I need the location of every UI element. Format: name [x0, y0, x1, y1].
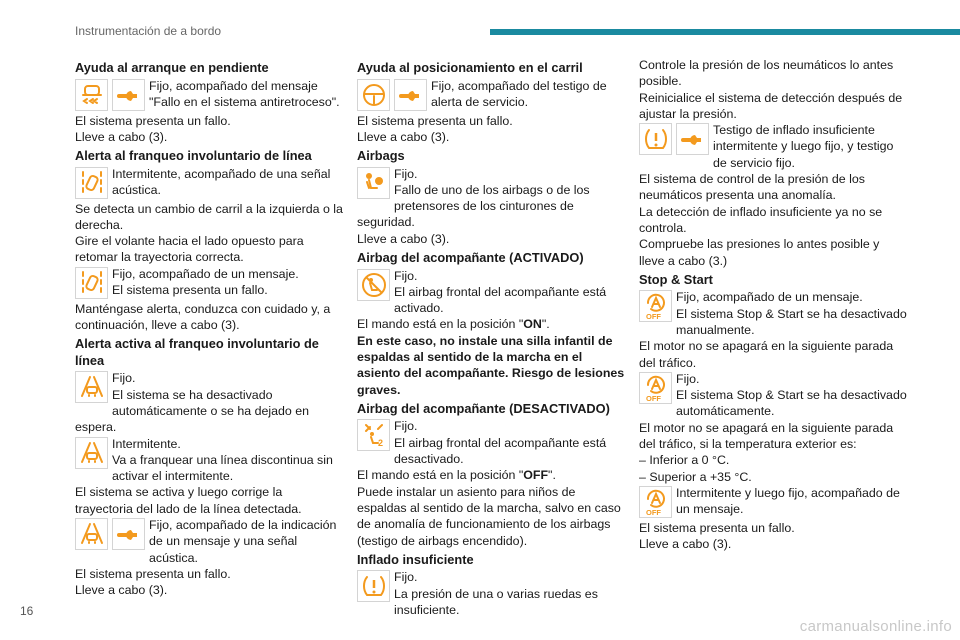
lane-departure-icon [75, 167, 108, 199]
wrench-icon [394, 79, 427, 111]
text: El mando está en la posición " [357, 468, 524, 483]
svg-text:OFF: OFF [645, 312, 661, 320]
paragraph [75, 129, 343, 145]
tyre-pressure-icon [639, 123, 672, 155]
paragraph [75, 566, 343, 582]
lane-keep-icon [75, 371, 108, 403]
paragraph [357, 113, 625, 129]
paragraph [357, 231, 625, 247]
paragraph [75, 436, 343, 485]
paragraph-text: Lleve a cabo (3). [75, 583, 168, 598]
paragraph-text: Gire el volante hacia el lado opuesto para retomar la trayectoria correcta. [75, 234, 304, 265]
svg-text:OFF: OFF [645, 393, 661, 401]
paragraph [639, 420, 907, 453]
page-number: 16 [20, 604, 34, 618]
paragraph [75, 233, 343, 266]
paragraph-text: El sistema presenta un fallo. [75, 113, 231, 128]
paragraph [639, 204, 907, 237]
svg-text:OFF: OFF [645, 507, 661, 515]
paragraph-text: Lleve a cabo (3). [639, 537, 732, 552]
paragraph [75, 113, 343, 129]
section-heading: Airbag del acompañante (ACTIVADO) [357, 250, 584, 266]
column-1 [75, 57, 343, 599]
paragraph [75, 78, 343, 111]
section-heading: Ayuda al arranque en pendiente [75, 60, 269, 75]
paragraph [639, 485, 907, 518]
section-header: Instrumentación de a bordo [75, 24, 222, 38]
paragraph-text: Testigo de inflado insuficiente intermitente y luego fijo, y testigo de servicio fijo. [713, 123, 894, 170]
bold-text: En este caso, no instale una silla infantil de espaldas al sentido de la marcha en el asiento del acompañante. Riesgo de lesiones graves. [357, 333, 625, 397]
stop-start-off-icon [639, 290, 672, 322]
paragraph-text: Puede instalar un asiento para niños de espaldas al sentido de la marcha, salvo en caso de anomalía de funcionamiento de los airbags (testigo de airbags encendido). [357, 484, 621, 548]
stop-start-off-icon [639, 486, 672, 518]
paragraph [75, 370, 343, 435]
wrench-icon [112, 79, 145, 111]
text: El mando está en la posición " [357, 317, 524, 332]
wrench-icon [676, 123, 709, 155]
header-accent-bar [490, 29, 960, 35]
section-heading: Ayuda al posicionamiento en el carril [357, 60, 583, 75]
wrench-icon [112, 518, 145, 550]
paragraph [357, 316, 625, 332]
paragraph [639, 520, 907, 536]
paragraph-text: Fijo. El airbag frontal del acompañante está desactivado. [394, 419, 607, 467]
paragraph [639, 338, 907, 371]
paragraph-text: El sistema presenta un fallo. [75, 566, 231, 581]
text: ". [541, 317, 550, 332]
paragraph [357, 268, 625, 317]
paragraph [639, 122, 907, 171]
lane-keep-icon [75, 518, 108, 550]
paragraph-text: El motor no se apagará en la siguiente parada del tráfico. [639, 339, 894, 370]
paragraph-text: – Inferior a 0 °C. [639, 453, 730, 468]
paragraph-text: Intermitente y luego fijo, acompañado de un mensaje. [676, 485, 900, 517]
paragraph [357, 78, 625, 111]
paragraph-text: Se detecta un cambio de carril a la izquierda o la derecha. [75, 201, 343, 232]
paragraph [75, 266, 343, 299]
stop-start-off-icon [639, 372, 672, 404]
paragraph [357, 129, 625, 145]
paragraph-text: Lleve a cabo (3). [357, 129, 450, 144]
paragraph-text: El sistema presenta un fallo. [357, 113, 513, 128]
column-3 [639, 57, 907, 553]
section-heading: Inflado insuficiente [357, 551, 474, 567]
paragraph [639, 236, 907, 269]
paragraph-text: Fijo, acompañado del mensaje "Fallo en el sistema antiretroceso". [149, 78, 340, 109]
paragraph-text: El motor no se apagará en la siguiente parada del tráfico, si la temperatura exterior es: [639, 420, 894, 452]
steering-wheel-icon [357, 79, 390, 111]
paragraph [639, 57, 907, 90]
bold-text: OFF [523, 468, 549, 483]
paragraph-text: Compruebe las presiones lo antes posible y lleve a cabo (3.) [639, 237, 880, 268]
watermark: carmanualsonline.info [799, 618, 952, 635]
paragraph [75, 301, 343, 334]
paragraph-text: Lleve a cabo (3). [75, 129, 168, 144]
paragraph [75, 484, 343, 517]
paragraph-text: Fijo. El sistema Stop & Start se ha desactivado automáticamente. [676, 371, 907, 419]
tyre-pressure-icon [357, 570, 390, 602]
paragraph-text: El sistema se activa y luego corrige la trayectoria del lado de la línea detectada. [75, 485, 302, 516]
paragraph-text: Fijo. La presión de una o varias ruedas es insuficiente. [394, 570, 598, 617]
paragraph [357, 484, 625, 549]
section-heading: Airbags [357, 148, 405, 164]
paragraph [639, 452, 907, 468]
paragraph-text: Fijo. Fallo de uno de los airbags o de los pretensores de los cinturones de seguridad. [357, 166, 590, 230]
airbag-passenger-off-icon [357, 419, 390, 451]
section-heading: Stop & Start [639, 271, 713, 287]
paragraph [357, 467, 625, 483]
paragraph-text: Intermitente. Va a franquear una línea discontinua sin activar el intermitente. [112, 436, 333, 484]
lane-keep-icon [75, 437, 108, 469]
paragraph-text: – Superior a +35 °C. [639, 469, 752, 484]
paragraph [357, 166, 625, 231]
hill-assist-icon [75, 79, 108, 111]
airbag-passenger-on-icon [357, 269, 390, 301]
paragraph-text: Fijo, acompañado de la indicación de un mensaje y una señal acústica. [149, 518, 337, 565]
section-heading: Alerta al franqueo involuntario de línea [75, 148, 312, 164]
paragraph [75, 582, 343, 598]
column-2 [357, 57, 625, 618]
paragraph [639, 90, 907, 123]
paragraph-text: Fijo, acompañado del testigo de alerta de servicio. [431, 78, 607, 109]
paragraph-text: La detección de inflado insuficiente ya no se controla. [639, 204, 883, 235]
svg-text:2: 2 [377, 438, 383, 449]
paragraph [75, 201, 343, 234]
paragraph [357, 333, 625, 398]
paragraph [75, 166, 343, 199]
paragraph-text: Manténgase alerta, conduzca con cuidado y, a continuación, lleve a cabo (3). [75, 301, 331, 333]
paragraph [639, 289, 907, 338]
paragraph [639, 171, 907, 204]
paragraph [357, 569, 625, 618]
paragraph [639, 469, 907, 485]
bold-text: ON [523, 317, 542, 332]
paragraph-text: Fijo, acompañado de un mensaje. El sistema Stop & Start se ha desactivado manualmente. [676, 290, 907, 337]
paragraph-text: Fijo. El sistema se ha desactivado automáticamente o se ha dejado en espera. [75, 371, 310, 435]
paragraph-text: El sistema presenta un fallo. [639, 520, 795, 535]
paragraph [639, 371, 907, 420]
paragraph [75, 517, 343, 566]
section-heading: Airbag del acompañante (DESACTIVADO) [357, 400, 610, 416]
paragraph [357, 418, 625, 467]
section-heading: Alerta activa al franqueo involuntario de línea [75, 336, 319, 368]
airbag-icon [357, 167, 390, 199]
lane-departure-icon [75, 267, 108, 299]
paragraph-text: Fijo. El airbag frontal del acompañante está activado. [394, 268, 607, 316]
text: ". [548, 468, 556, 483]
paragraph-text: El sistema de control de la presión de los neumáticos presenta una anomalía. [639, 172, 865, 203]
paragraph-text: Lleve a cabo (3). [357, 231, 450, 246]
paragraph-text: Reinicialice el sistema de detección después de ajustar la presión. [639, 90, 903, 121]
paragraph-text: Intermitente, acompañado de una señal acústica. [112, 166, 331, 197]
paragraph-text: Fijo, acompañado de un mensaje. El sistema presenta un fallo. [112, 266, 299, 298]
paragraph [639, 536, 907, 552]
paragraph-text: Controle la presión de los neumáticos lo antes posible. [639, 58, 894, 89]
